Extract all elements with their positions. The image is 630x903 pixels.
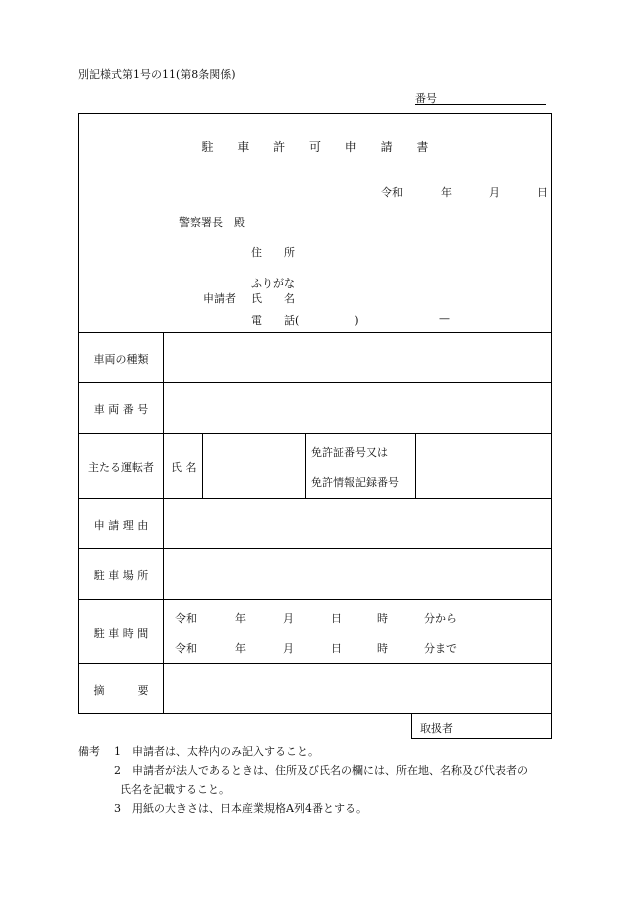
- time-label: 駐 車 時 間: [93, 627, 149, 640]
- place-label: 駐 車 場 所: [93, 569, 149, 582]
- time-to-day: 日: [331, 642, 342, 655]
- form-label: 別記様式第1号の11(第8条関係): [78, 68, 236, 81]
- phone-dash: —: [439, 312, 450, 325]
- application-form: [78, 113, 552, 714]
- time-from-year: 年: [235, 612, 246, 625]
- license-number-field[interactable]: [416, 434, 552, 498]
- vehicle-type-field[interactable]: [164, 333, 552, 382]
- vehicle-number-label: 車 両 番 号: [93, 403, 149, 416]
- note-1-number: 1: [114, 745, 121, 758]
- handler-label: 取扱者: [420, 722, 453, 735]
- note-3-number: 3: [114, 802, 121, 815]
- date-year: 年: [441, 186, 452, 199]
- name-label: 氏 名: [251, 292, 295, 305]
- time-from-era: 令和: [175, 612, 197, 625]
- addressee: 警察署長 殿: [179, 216, 245, 229]
- note-2-number: 2: [114, 764, 121, 777]
- time-from-day: 日: [331, 612, 342, 625]
- time-from-month: 月: [283, 612, 294, 625]
- note-3-text: 用紙の大きさは、日本産業規格A列4番とする。: [132, 802, 367, 815]
- date-day: 日: [537, 186, 548, 199]
- vehicle-number-field[interactable]: [164, 383, 552, 433]
- time-to-hour: 時: [377, 642, 388, 655]
- note-2-text: 申請者が法人であるときは、住所及び氏名の欄には、所在地、名称及び代表者の: [132, 764, 528, 777]
- date-month: 月: [489, 186, 500, 199]
- note-2-continuation: 氏名を記載すること。: [120, 783, 230, 796]
- date-era: 令和: [381, 186, 403, 199]
- time-to-era: 令和: [175, 642, 197, 655]
- license-label-line1: 免許証番号又は: [311, 446, 388, 459]
- time-from-minute: 分から: [424, 612, 457, 625]
- driver-name-label: 氏 名: [171, 461, 197, 474]
- time-to-month: 月: [283, 642, 294, 655]
- phone-label: 電 話( ): [251, 314, 359, 327]
- notes-heading: 備考: [78, 745, 100, 758]
- summary-label: 摘 要: [93, 684, 149, 697]
- driver-name-field[interactable]: [203, 434, 305, 498]
- address-label: 住 所: [251, 246, 295, 259]
- license-label-line2: 免許情報記録番号: [311, 476, 399, 489]
- time-to-year: 年: [235, 642, 246, 655]
- reason-field[interactable]: [164, 499, 552, 548]
- number-field[interactable]: [415, 90, 546, 105]
- time-from-hour: 時: [377, 612, 388, 625]
- notes: [78, 742, 558, 818]
- note-1-text: 申請者は、太枠内のみ記入すること。: [132, 745, 319, 758]
- reason-label: 申 請 理 由: [93, 519, 149, 532]
- furigana-label: ふりがな: [251, 277, 295, 290]
- number-label: 番号: [415, 92, 437, 105]
- summary-field[interactable]: [164, 664, 552, 713]
- vehicle-type-label: 車両の種類: [93, 353, 149, 366]
- handler-box[interactable]: [411, 713, 552, 739]
- time-to-minute: 分まで: [424, 642, 457, 655]
- applicant-label: 申請者: [203, 292, 236, 305]
- form-title: 駐 車 許 可 申 請 書: [201, 140, 439, 154]
- main-driver-label: 主たる運転者: [88, 461, 154, 474]
- place-field[interactable]: [164, 549, 552, 599]
